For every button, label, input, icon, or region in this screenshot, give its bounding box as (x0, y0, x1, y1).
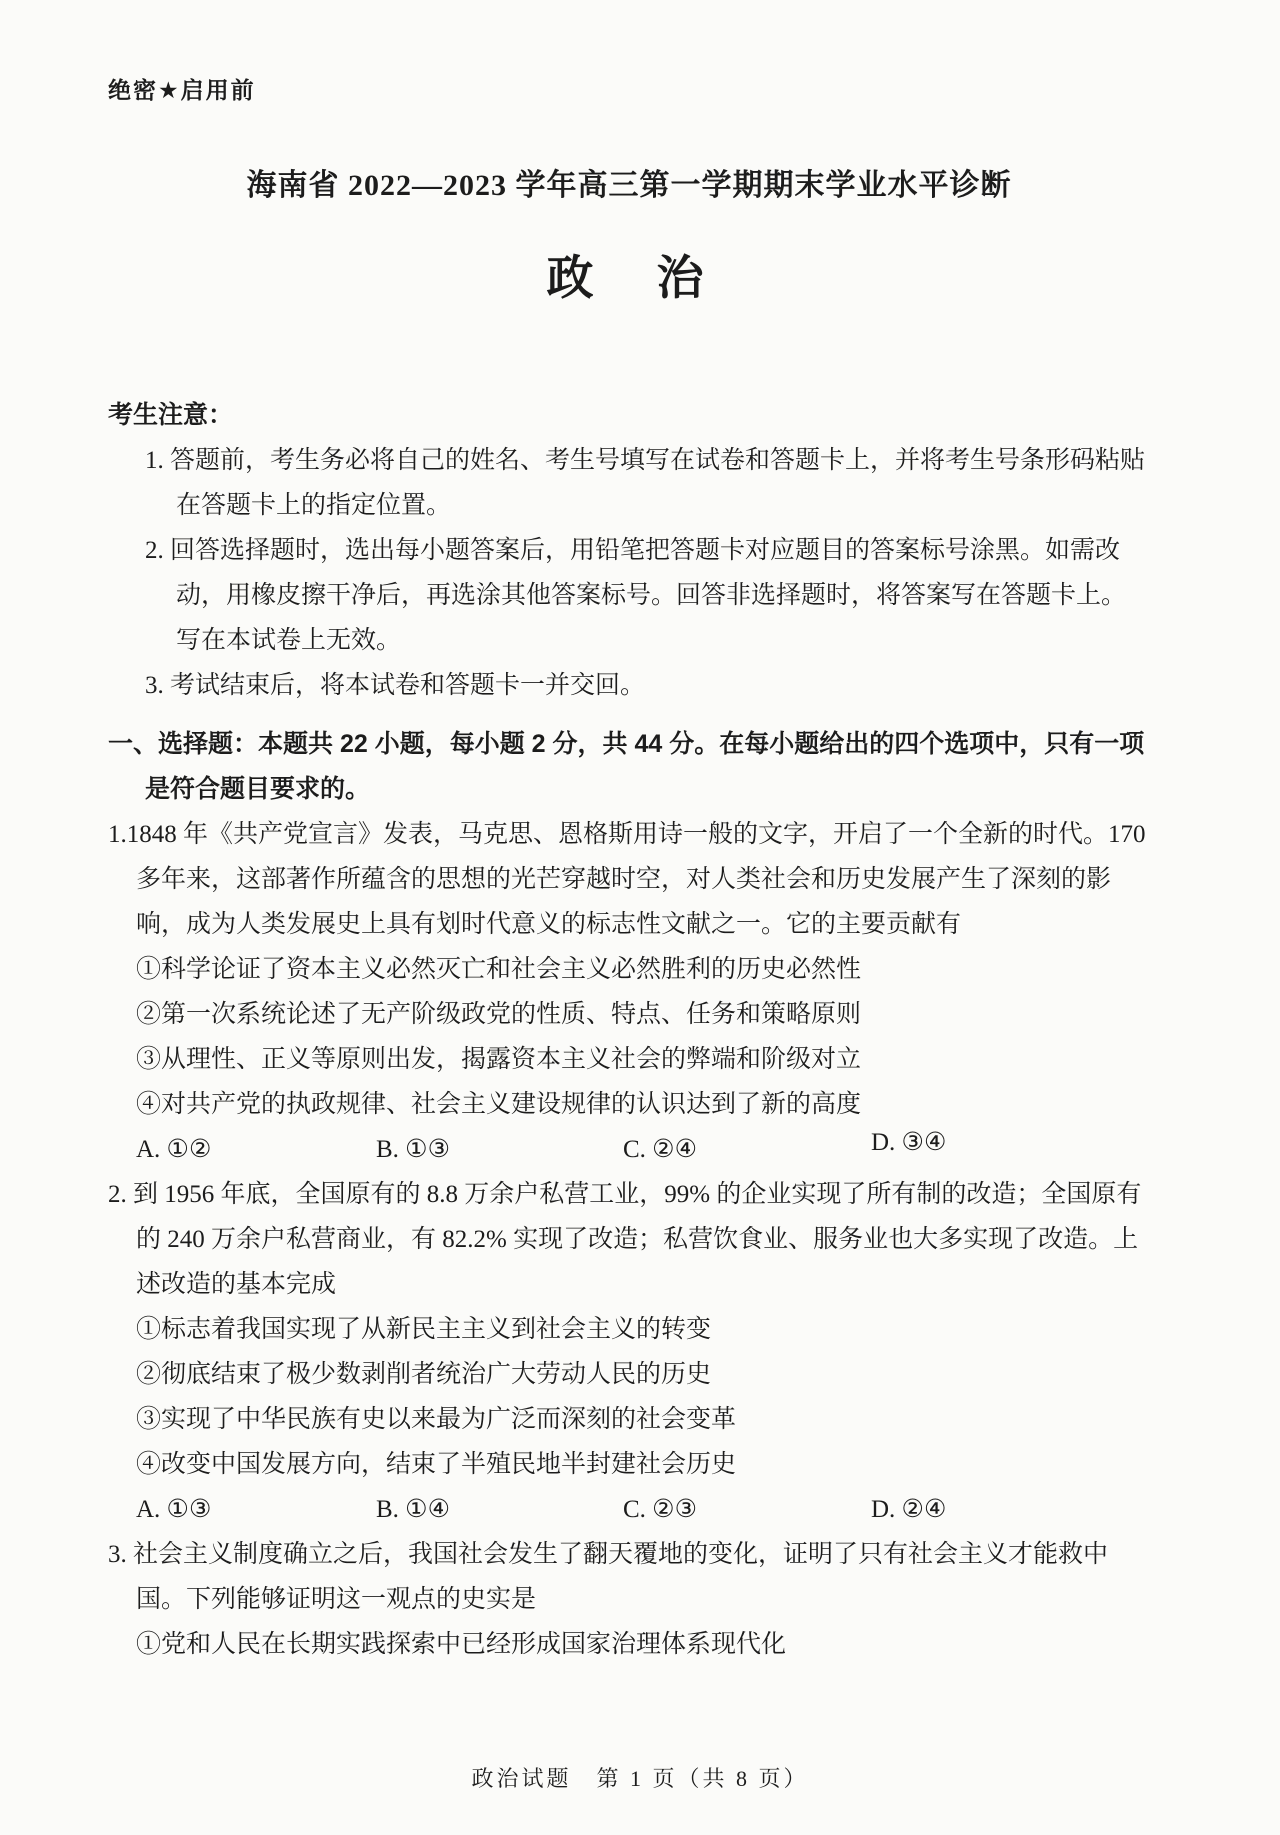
question-2-option-a: A. ①③ (136, 1496, 212, 1523)
question-2-stem (108, 1172, 1150, 1307)
question-3-number: 3. (108, 1541, 133, 1568)
notice-item-2: 2. 回答选择题时，选出每小题答案后，用铅笔把答题卡对应题目的答案标号涂黑。如需改动，用橡皮擦干净后，再选涂其他答案标号。回答非选择题时，将答案写在答题卡上。写在本试卷上无效。 (145, 537, 1127, 654)
question-1-stem (108, 812, 1150, 947)
question-2-option-d: D. ②④ (871, 1496, 947, 1523)
question-1-option-a: A. ①② (136, 1136, 212, 1163)
question-1 (108, 812, 1150, 1172)
question-2-statement-3: ③实现了中华民族有史以来最为广泛而深刻的社会变革 (136, 1406, 737, 1433)
notice-item-1: 1. 答题前，考生务必将自己的姓名、考生号填写在试卷和答题卡上，并将考生号条形码粘贴在答题卡上的指定位置。 (145, 447, 1146, 519)
question-3-text: 社会主义制度确立之后，我国社会发生了翻天覆地的变化，证明了只有社会主义才能救中国。下列能够证明这一观点的史实是 (133, 1541, 1109, 1613)
question-2-statement-4: ④改变中国发展方向，结束了半殖民地半封建社会历史 (136, 1451, 737, 1478)
question-1-text: 1848 年《共产党宣言》发表，马克思、恩格斯用诗一般的文字，开启了一个全新的时代。170 多年来，这部著作所蕴含的思想的光芒穿越时空，对人类社会和历史发展产生了深刻的影响，成为人类发展史上具有划时代意义的标志性文献之一。它的主要贡献有 (126, 821, 1146, 938)
question-1-option-d: D. ③④ (871, 1129, 947, 1156)
question-2-option-c: C. ②③ (623, 1496, 697, 1523)
question-1-option-c: C. ②④ (623, 1136, 697, 1163)
question-1-statement-1: ①科学论证了资本主义必然灭亡和社会主义必然胜利的历史必然性 (136, 956, 862, 983)
question-1-statement-3: ③从理性、正义等原则出发，揭露资本主义社会的弊端和阶级对立 (136, 1046, 862, 1073)
classification-banner: 绝密★启用前 (108, 77, 256, 103)
exam-paper-page (0, 72, 1280, 1667)
notice-item-3: 3. 考试结束后，将本试卷和答题卡一并交回。 (145, 672, 646, 699)
subject-title: 政 治 (546, 253, 712, 305)
question-3-stem (108, 1532, 1150, 1622)
question-2 (108, 1172, 1150, 1532)
question-1-statement-4: ④对共产党的执政规律、社会主义建设规律的认识达到了新的高度 (136, 1091, 862, 1118)
question-1-number: 1. (108, 821, 127, 848)
page-footer: 政治试题 第 1 页（共 8 页） (471, 1766, 809, 1791)
question-2-option-b: B. ①④ (376, 1496, 450, 1523)
question-2-options (108, 1487, 1150, 1532)
question-3 (108, 1532, 1150, 1667)
question-1-statement-2: ②第一次系统论述了无产阶级政党的性质、特点、任务和策略原则 (136, 1001, 862, 1028)
question-2-text: 到 1956 年底，全国原有的 8.8 万余户私营工业，99% 的企业实现了所有制的改造；全国原有的 240 万余户私营商业，有 82.2% 实现了改造；私营饮食业、服务业也大多实现了改造。上述改造的基本完成 (133, 1181, 1142, 1298)
exam-title: 海南省 2022—2023 学年高三第一学期期末学业水平诊断 (246, 169, 1012, 202)
notice-section (108, 393, 1150, 708)
question-2-number: 2. (108, 1181, 133, 1208)
question-3-statement-1: ①党和人民在长期实践探索中已经形成国家治理体系现代化 (136, 1631, 787, 1658)
notice-heading: 考生注意： (108, 401, 234, 429)
section-heading-multiple-choice: 一、选择题：本题共 22 小题，每小题 2 分，共 44 分。在每小题给出的四个选项中，只有一项是符合题目要求的。 (108, 730, 1145, 803)
question-1-options (108, 1127, 1150, 1172)
question-2-statement-2: ②彻底结束了极少数剥削者统治广大劳动人民的历史 (136, 1361, 712, 1388)
question-1-option-b: B. ①③ (376, 1136, 450, 1163)
question-2-statement-1: ①标志着我国实现了从新民主主义到社会主义的转变 (136, 1316, 712, 1343)
